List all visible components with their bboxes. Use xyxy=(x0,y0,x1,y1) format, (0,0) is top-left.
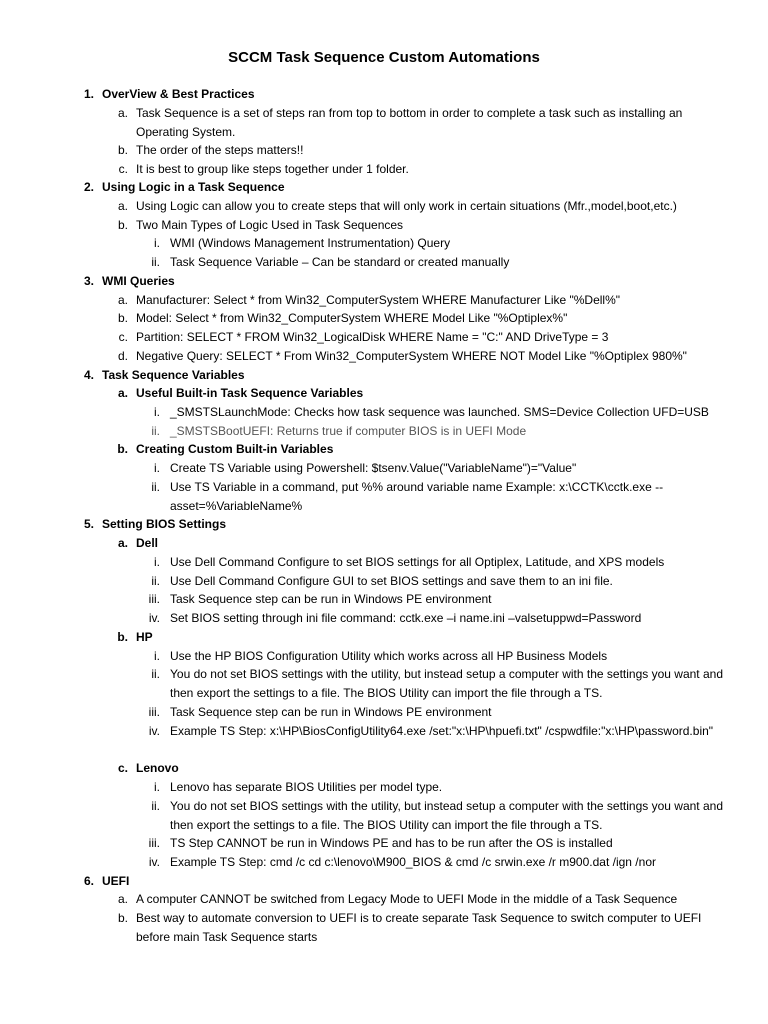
sub-list-item xyxy=(0,459,768,478)
subitem-number: iv. xyxy=(148,611,160,625)
sub-list-item xyxy=(0,553,768,572)
sub-list-item xyxy=(0,703,768,722)
sub-list-item xyxy=(0,572,768,591)
subitem-number: i. xyxy=(154,555,160,569)
sub-list-item xyxy=(0,834,768,853)
subitem-text: Use Dell Command Configure GUI to set BIOS settings and save them to an ini file. xyxy=(170,574,613,588)
item-number: c. xyxy=(117,761,128,775)
subitem-text: Example TS Step: cmd /c cd c:\lenovo\M900_BIOS & cmd /c srwin.exe /r m900.dat /ign /nor xyxy=(170,855,656,869)
list-item xyxy=(0,291,768,310)
section-heading xyxy=(0,178,768,197)
item-number: a. xyxy=(117,199,128,213)
item-text: Two Main Types of Logic Used in Task Sequences xyxy=(136,218,404,232)
subitem-text: _SMSTSBootUEFI: Returns true if computer BIOS is in UEFI Mode xyxy=(170,424,527,438)
subitem-number: iv. xyxy=(148,724,160,738)
item-text: A computer CANNOT be switched from Legacy Mode to UEFI Mode in the middle of a Task Sequence xyxy=(136,892,678,906)
sub-list-item xyxy=(0,778,768,797)
list-item xyxy=(0,160,768,179)
item-number: b. xyxy=(117,911,128,925)
subitem-number: ii. xyxy=(151,574,160,588)
item-number: d. xyxy=(117,349,128,363)
list-item xyxy=(0,104,768,141)
section-number: 4. xyxy=(83,368,94,382)
subitem-text: Task Sequence step can be run in Windows PE environment xyxy=(170,705,492,719)
section-number: 5. xyxy=(83,517,94,531)
list-item xyxy=(0,909,768,946)
subitem-text: WMI (Windows Management Instrumentation) Query xyxy=(170,236,451,250)
item-number: c. xyxy=(118,162,128,176)
list-item xyxy=(0,890,768,909)
list-item xyxy=(0,384,768,403)
item-number: a. xyxy=(117,106,128,120)
section-heading xyxy=(0,872,768,891)
sub-list-item xyxy=(0,797,768,834)
item-text: Partition: SELECT * FROM Win32_LogicalDisk WHERE Name = "C:" AND DriveType = 3 xyxy=(136,330,609,344)
section-heading xyxy=(0,366,768,385)
item-number: b. xyxy=(117,311,128,325)
document-title: SCCM Task Sequence Custom Automations xyxy=(228,49,540,66)
subitem-number: ii. xyxy=(151,255,160,269)
subitem-text: Use Dell Command Configure to set BIOS settings for all Optiplex, Latitude, and XPS models xyxy=(170,555,665,569)
subitem-number: i. xyxy=(154,236,160,250)
subitem-number: i. xyxy=(154,780,160,794)
section-title: Setting BIOS Settings xyxy=(102,517,227,531)
subitem-text: Create TS Variable using Powershell: $tsenv.Value("VariableName")="Value" xyxy=(170,461,577,475)
sub-list-item xyxy=(0,853,768,872)
list-item xyxy=(0,309,768,328)
subitem-number: iii. xyxy=(148,836,160,850)
section-heading xyxy=(0,85,768,104)
subitem-text: You do not set BIOS settings with the utility, but instead setup a computer with the settings you want and then export the settings to a file. The BIOS Utility can import the file through a TS. xyxy=(170,799,723,832)
subitem-number: iii. xyxy=(148,592,160,606)
list-item xyxy=(0,347,768,366)
item-text: Model: Select * from Win32_ComputerSystem WHERE Model Like "%Optiplex%" xyxy=(136,311,568,325)
item-number: a. xyxy=(117,536,128,550)
sub-list-item xyxy=(0,253,768,272)
sub-list-item xyxy=(0,234,768,253)
subitem-number: ii. xyxy=(151,667,160,681)
subitem-text: Lenovo has separate BIOS Utilities per model type. xyxy=(170,780,443,794)
section-title: UEFI xyxy=(102,874,130,888)
item-number: a. xyxy=(117,386,128,400)
subitem-text: You do not set BIOS settings with the utility, but instead setup a computer with the settings you want and then export the settings to a file. The BIOS Utility can import the file through a TS. xyxy=(170,667,723,700)
item-number: a. xyxy=(117,892,128,906)
item-number: b. xyxy=(117,218,128,232)
sub-list-item xyxy=(0,478,768,515)
subitem-number: iii. xyxy=(148,705,160,719)
subitem-number: ii. xyxy=(151,480,160,494)
section-title: OverView & Best Practices xyxy=(102,87,255,101)
sub-list-item xyxy=(0,722,768,759)
section-heading xyxy=(0,272,768,291)
item-text: Creating Custom Built-in Variables xyxy=(136,442,334,456)
subitem-number: i. xyxy=(154,649,160,663)
section-title: WMI Queries xyxy=(102,274,175,288)
list-item xyxy=(0,141,768,160)
item-number: b. xyxy=(117,630,128,644)
subitem-number: ii. xyxy=(151,799,160,813)
subitem-text: Example TS Step: x:\HP\BiosConfigUtility64.exe /set:"x:\HP\hpuefi.txt" /cspwdfile:"x:\HP\password.bin" xyxy=(170,724,714,738)
section-title: Task Sequence Variables xyxy=(102,368,245,382)
subitem-text: Use the HP BIOS Configuration Utility which works across all HP Business Models xyxy=(170,649,608,663)
subitem-number: i. xyxy=(154,405,160,419)
sub-list-item xyxy=(0,609,768,628)
section-number: 1. xyxy=(83,87,94,101)
list-item xyxy=(0,759,768,778)
section-heading xyxy=(0,515,768,534)
subitem-text: Task Sequence Variable – Can be standard or created manually xyxy=(170,255,510,269)
subitem-number: iv. xyxy=(148,855,160,869)
sub-list-item xyxy=(0,422,768,441)
section-number: 6. xyxy=(83,874,94,888)
sub-list-item xyxy=(0,665,768,702)
list-item xyxy=(0,440,768,459)
list-item xyxy=(0,534,768,553)
item-text: Dell xyxy=(136,536,159,550)
list-item xyxy=(0,216,768,235)
item-text: Useful Built-in Task Sequence Variables xyxy=(136,386,364,400)
section-number: 2. xyxy=(83,180,94,194)
subitem-text: Use TS Variable in a command, put %% around variable name Example: x:\CCTK\cctk.exe --asset=%VariableName% xyxy=(170,480,664,513)
item-number: c. xyxy=(118,330,128,344)
item-text: It is best to group like steps together under 1 folder. xyxy=(136,162,409,176)
item-text: Best way to automate conversion to UEFI is to create separate Task Sequence to switch computer to UEFI before main Task Sequence starts xyxy=(136,911,702,944)
item-number: b. xyxy=(117,143,128,157)
sub-list-item xyxy=(0,403,768,422)
subitem-text: _SMSTSLaunchMode: Checks how task sequence was launched. SMS=Device Collection UFD=USB xyxy=(170,405,709,419)
item-number: b. xyxy=(117,442,128,456)
list-item xyxy=(0,197,768,216)
item-text: Lenovo xyxy=(136,761,179,775)
list-item xyxy=(0,628,768,647)
sub-list-item xyxy=(0,590,768,609)
item-text: Task Sequence is a set of steps ran from top to bottom in order to complete a task such as installing an Operating System. xyxy=(136,106,683,139)
item-text: Negative Query: SELECT * From Win32_ComputerSystem WHERE NOT Model Like "%Optiplex 980%" xyxy=(136,349,687,363)
item-number: a. xyxy=(117,293,128,307)
subitem-text: TS Step CANNOT be run in Windows PE and has to be run after the OS is installed xyxy=(170,836,613,850)
item-text: The order of the steps matters!! xyxy=(136,143,304,157)
sub-list-item xyxy=(0,647,768,666)
subitem-number: i. xyxy=(154,461,160,475)
section-title: Using Logic in a Task Sequence xyxy=(102,180,285,194)
subitem-number: ii. xyxy=(151,424,160,438)
item-text: HP xyxy=(136,630,153,644)
section-number: 3. xyxy=(83,274,94,288)
item-text: Manufacturer: Select * from Win32_ComputerSystem WHERE Manufacturer Like "%Dell%" xyxy=(136,293,621,307)
list-item xyxy=(0,328,768,347)
subitem-text: Task Sequence step can be run in Windows PE environment xyxy=(170,592,492,606)
subitem-text: Set BIOS setting through ini file command: cctk.exe –i name.ini –valsetuppwd=Password xyxy=(170,611,642,625)
item-text: Using Logic can allow you to create steps that will only work in certain situations (Mfr.,model,boot,etc.) xyxy=(136,199,677,213)
